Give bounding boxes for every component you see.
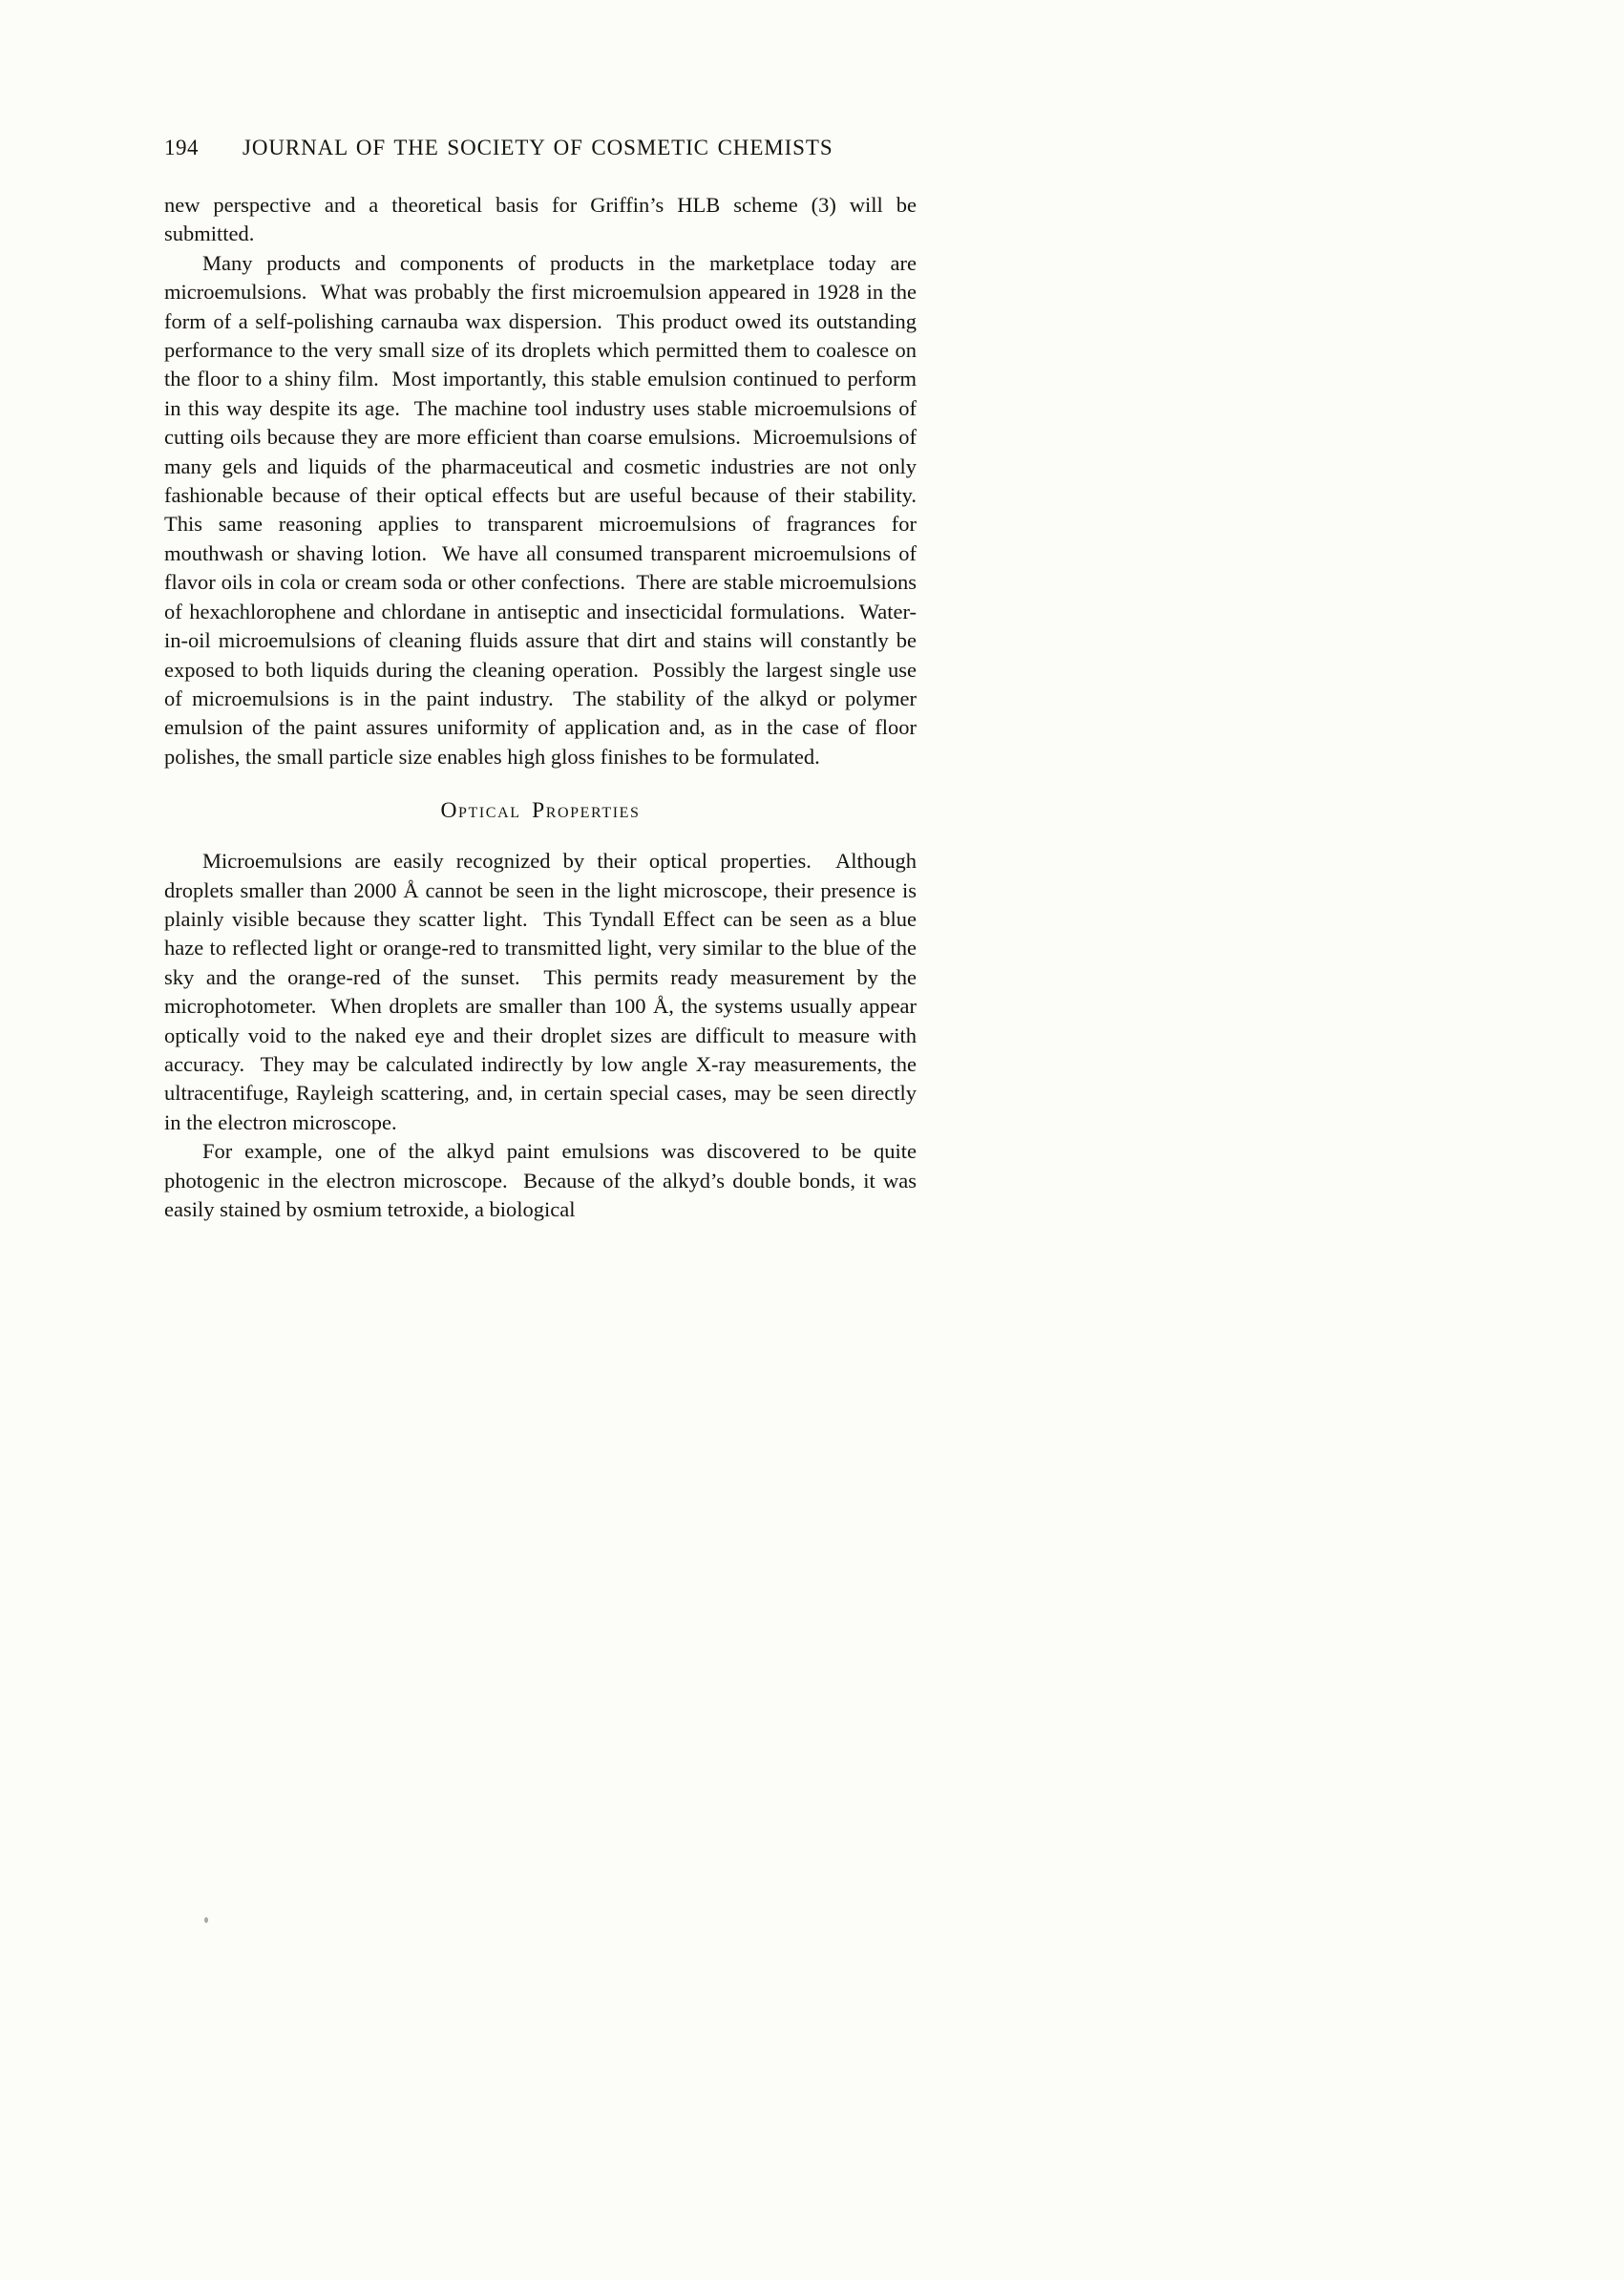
scan-speck	[204, 1917, 208, 1923]
page-number: 194	[164, 136, 199, 159]
paragraph-marketplace-microemulsions: Many products and components of products in the marketplace today are microemulsions. What was probably the first microemulsion appeared in 1928 in the form of a self-polishing carnauba wax dispersion. This product owed its outstanding performance to the very small size of its droplets which permitted them to coalesce on the floor to a shiny film. Most importantly, this stable emulsion continued to perform in this way despite its age. The machine tool industry uses stable microemulsions of cutting oils because they are more efficient than coarse emulsions. Microemulsions of many gels and liquids of the pharmaceutical and cosmetic industries are not only fashionable because of their optical effects but are useful because of their stability. This same reasoning applies to transparent microemulsions of fragrances for mouthwash or shaving lotion. We have all consumed transparent microemulsions of flavor oils in cola or cream soda or other confections. There are stable microemulsions of hexachlorophene and chlordane in antiseptic and insecticidal formulations. Water-in-oil microemulsions of cleaning fluids assure that dirt and stains will constantly be exposed to both liquids during the cleaning operation. Possibly the largest single use of microemulsions is in the paint industry. The stability of the alkyd or polymer emulsion of the paint assures uniformity of application and, as in the case of floor polishes, the small particle size enables high gloss finishes to be formulated.	[164, 250, 928, 769]
paragraph-alkyd-example: For example, one of the alkyd paint emulsions was discovered to be quite photogenic in the electron microscope. Because of the alkyd’s double bonds, it was easily stained by osmium tetroxide, a biological	[164, 1139, 922, 1221]
journal-title: JOURNAL OF THE SOCIETY OF COSMETIC CHEMISTS	[243, 136, 833, 159]
section-heading-optical-properties: Optical Properties	[440, 798, 641, 824]
page-header	[164, 136, 917, 160]
paragraph-optical-properties: Microemulsions are easily recognized by their optical properties. Although droplets smaller than 2000 Å cannot be seen in the light microscope, their presence is plainly visible because they scatter light. This Tyndall Effect can be seen as a blue haze to reflected light or orange-red to transmitted light, very similar to the blue of the sky and the orange-red of the sunset. This permits ready measurement by the microphotometer. When droplets are smaller than 100 Å, the systems usually appear optically void to the naked eye and their droplet sizes are difficult to measure with accuracy. They may be calculated indirectly by low angle X-ray measurements, the ultracentifuge, Rayleigh scattering, and, in certain special cases, may be seen directly in the electron microscope.	[164, 849, 922, 1134]
paragraph-continuation: new perspective and a theoretical basis for Griffin’s HLB scheme (3) will be submitted.	[164, 193, 922, 246]
text-block	[164, 136, 928, 1224]
